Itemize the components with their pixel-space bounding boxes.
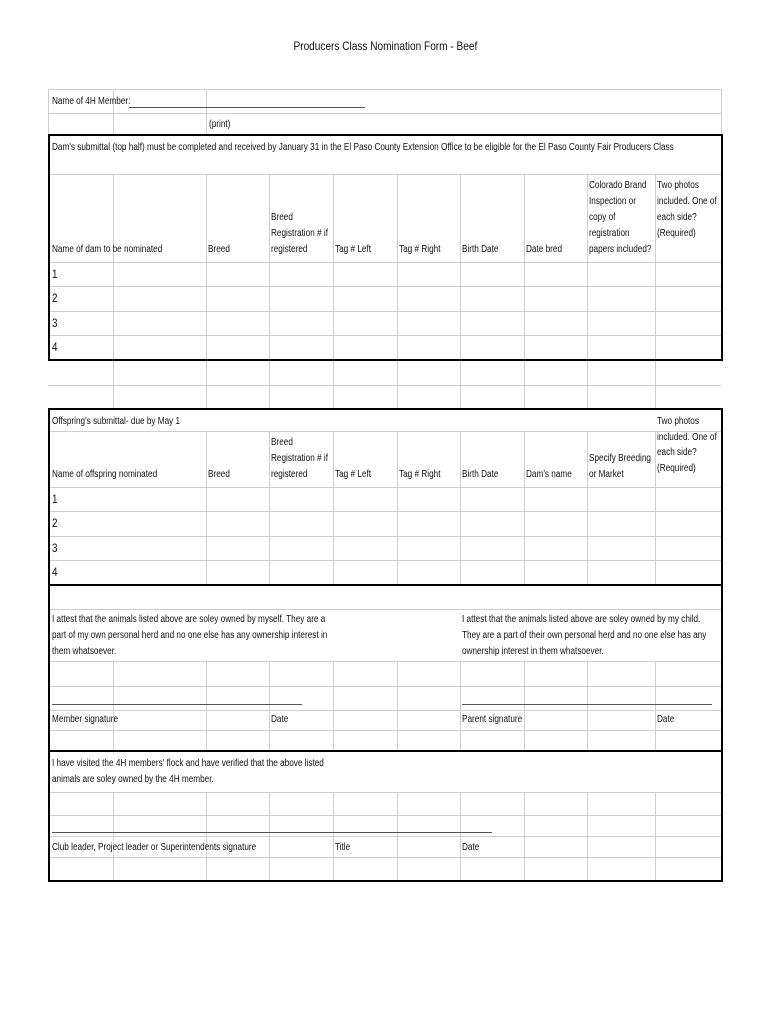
grid-line [48, 609, 721, 610]
grid-line [655, 792, 656, 880]
grid-line [48, 487, 721, 488]
dam-row-number: 3 [52, 316, 58, 330]
grid-line [48, 857, 721, 858]
offspring-col-photos-2: included. One of [657, 432, 717, 443]
grid-line [460, 174, 461, 360]
member-name-label: Name of 4H Member: [52, 96, 131, 107]
parent-date-label: Date [657, 714, 675, 725]
offspring-row-number: 3 [52, 541, 58, 555]
offspring-col-specify-1: Specify Breeding [589, 453, 651, 464]
offspring-col-dams-name: Dam's name [526, 469, 572, 480]
grid-line [113, 792, 114, 880]
section-border [721, 585, 723, 881]
offspring-col-registration-1: Breed [271, 437, 293, 448]
dam-col-birth-date: Birth Date [462, 244, 499, 255]
dam-col-tag-left: Tag # Left [335, 244, 372, 255]
offspring-row-number: 1 [52, 492, 58, 506]
grid-line [206, 174, 207, 360]
section-border [48, 585, 50, 881]
member-attestation-line: them whatsoever. [52, 646, 117, 657]
section-border [48, 408, 50, 585]
section-border [48, 880, 723, 882]
grid-line [397, 661, 398, 750]
parent-attestation-line: I attest that the animals listed above are soley owned by my child. [462, 614, 701, 625]
grid-line [460, 792, 461, 880]
grid-line [524, 360, 525, 408]
dam-col-registration-2: Registration # if [271, 228, 328, 239]
grid-line [524, 792, 525, 880]
grid-line [48, 661, 721, 662]
grid-line [587, 792, 588, 880]
grid-line [587, 661, 588, 750]
section-border [48, 134, 50, 360]
grid-line [269, 661, 270, 750]
section-border [721, 408, 723, 585]
grid-line [397, 792, 398, 880]
grid-line [397, 174, 398, 360]
grid-line [587, 360, 588, 408]
dam-col-photos-1: Two photos [657, 180, 699, 191]
dam-col-brand-2: Inspection or [589, 196, 636, 207]
dam-col-photos-3: each side? [657, 212, 697, 223]
grid-line [206, 360, 207, 408]
grid-line [48, 511, 721, 512]
grid-line [48, 560, 721, 561]
member-name-line[interactable] [129, 107, 365, 108]
grid-line [48, 174, 721, 175]
grid-line [48, 262, 721, 263]
grid-line [48, 335, 721, 336]
grid-line [524, 174, 525, 360]
dam-row-number: 2 [52, 291, 58, 305]
grid-line [333, 661, 334, 750]
leader-statement-line: animals are soley owned by the 4H member. [52, 774, 214, 785]
leader-statement-line: I have visited the 4H members' flock and have verified that the above listed [52, 758, 324, 769]
grid-line [48, 730, 721, 731]
grid-line [460, 360, 461, 408]
parent-signature-label: Parent signature [462, 714, 523, 725]
offspring-submittal-intro: Offspring's submittal- due by May 1 [52, 416, 181, 427]
dam-col-brand-5: papers included? [589, 244, 652, 255]
grid-line [48, 286, 721, 287]
grid-line [460, 431, 461, 585]
grid-line [113, 360, 114, 408]
parent-attestation-line: ownership interest in them whatsoever. [462, 646, 604, 657]
offspring-col-name: Name of offspring nominated [52, 469, 158, 480]
dam-col-brand-1: Colorado Brand [589, 180, 647, 191]
grid-line [721, 89, 722, 134]
dam-col-brand-3: copy of [589, 212, 616, 223]
offspring-col-photos-1: Two photos [657, 416, 699, 427]
grid-line [655, 661, 656, 750]
grid-line [269, 174, 270, 360]
offspring-col-registration-3: registered [271, 469, 308, 480]
dam-col-registration-1: Breed [271, 212, 293, 223]
grid-line [48, 836, 721, 837]
section-border [48, 134, 723, 136]
grid-line [48, 113, 721, 114]
parent-signature-line[interactable] [462, 704, 712, 705]
grid-line [333, 431, 334, 585]
section-border [48, 408, 723, 410]
dam-row-number: 4 [52, 340, 58, 354]
grid-line [206, 89, 207, 134]
member-date-label: Date [271, 714, 289, 725]
offspring-col-photos-3: each side? [657, 447, 697, 458]
grid-line [524, 431, 525, 585]
print-label: (print) [209, 119, 231, 130]
member-signature-line[interactable] [52, 704, 302, 705]
grid-line [48, 686, 721, 687]
grid-line [48, 89, 49, 134]
grid-line [48, 89, 721, 90]
grid-line [587, 431, 588, 585]
dam-col-breed: Breed [208, 244, 230, 255]
grid-line [655, 360, 656, 408]
member-attestation-line: I attest that the animals listed above are soley owned by myself. They are a [52, 614, 326, 625]
section-border [48, 359, 723, 361]
section-border [721, 134, 723, 360]
leader-signature-label: Club leader, Project leader or Superintendents signature [52, 842, 257, 853]
section-border [48, 750, 723, 752]
grid-line [48, 431, 721, 432]
dam-col-date-bred: Date bred [526, 244, 563, 255]
grid-line [206, 792, 207, 880]
offspring-col-breed: Breed [208, 469, 230, 480]
grid-line [206, 431, 207, 585]
grid-line [397, 360, 398, 408]
grid-line [269, 792, 270, 880]
leader-date-label: Date [462, 842, 480, 853]
offspring-col-registration-2: Registration # if [271, 453, 328, 464]
grid-line [460, 661, 461, 750]
grid-line [48, 815, 721, 816]
offspring-col-birth-date: Birth Date [462, 469, 499, 480]
grid-line [206, 661, 207, 750]
offspring-row-number: 2 [52, 516, 58, 530]
dam-row-number: 1 [52, 267, 58, 281]
leader-signature-line[interactable] [52, 832, 492, 833]
grid-line [397, 431, 398, 585]
grid-line [269, 431, 270, 585]
member-attestation-line: part of my own personal herd and no one else has any ownership interest in [52, 630, 328, 641]
offspring-col-tag-right: Tag # Right [399, 469, 441, 480]
grid-line [655, 431, 656, 585]
member-signature-label: Member signature [52, 714, 119, 725]
offspring-col-specify-2: or Market [589, 469, 624, 480]
parent-attestation-line: They are a part of their own personal herd and no one else has any [462, 630, 707, 641]
grid-line [48, 536, 721, 537]
dam-col-photos-2: included. One of [657, 196, 717, 207]
grid-line [48, 792, 721, 793]
dam-submittal-intro: Dam's submittal (top half) must be completed and received by January 31 in the El Paso County Extension Office to be eligible for the El Paso County Fair Producers Class [52, 142, 674, 153]
leader-title-label: Title [335, 842, 351, 853]
dam-col-photos-4: (Required) [657, 228, 696, 239]
grid-line [333, 360, 334, 408]
grid-line [48, 311, 721, 312]
grid-line [333, 792, 334, 880]
grid-line [333, 174, 334, 360]
offspring-row-number: 4 [52, 565, 58, 579]
section-border [48, 584, 723, 586]
offspring-col-photos-4: (Required) [657, 463, 696, 474]
grid-line [524, 661, 525, 750]
grid-line [48, 385, 721, 386]
dam-col-registration-3: registered [271, 244, 308, 255]
grid-line [113, 661, 114, 750]
dam-col-brand-4: registration [589, 228, 630, 239]
grid-line [587, 174, 588, 360]
grid-line [113, 174, 114, 360]
offspring-col-tag-left: Tag # Left [335, 469, 372, 480]
grid-line [48, 710, 721, 711]
dam-col-name: Name of dam to be nominated [52, 244, 163, 255]
grid-line [655, 174, 656, 360]
grid-line [269, 360, 270, 408]
form-title: Producers Class Nomination Form - Beef [293, 39, 477, 53]
dam-col-tag-right: Tag # Right [399, 244, 441, 255]
